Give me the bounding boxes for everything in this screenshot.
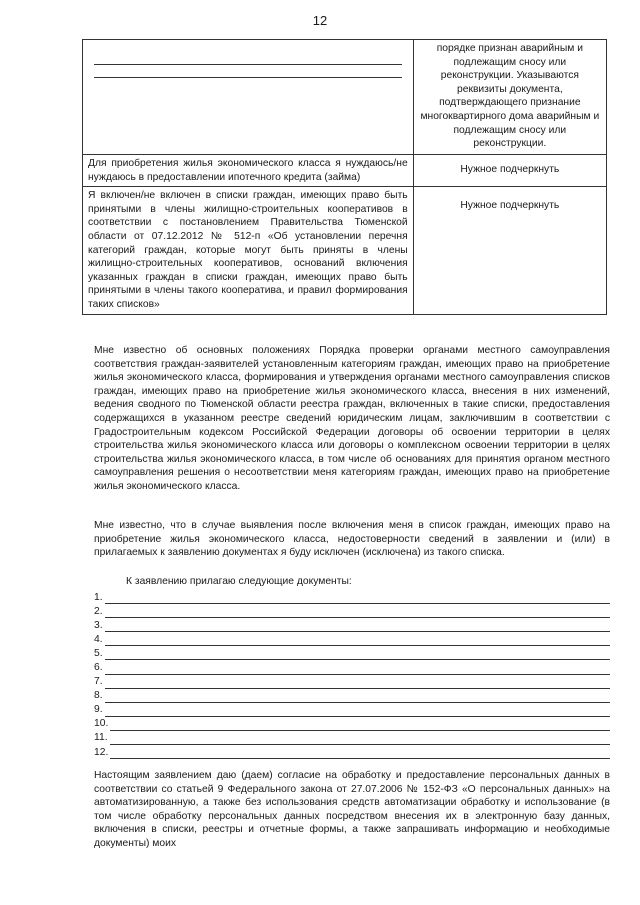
list-item[interactable]: 4.: [94, 632, 610, 646]
list-item[interactable]: 8.: [94, 689, 610, 703]
table-row: [83, 155, 607, 187]
paragraph-consent: Настоящим заявлением даю (даем) согласие на обработку и предоставление персональных данных в соответствии со статьей 9 Федерального закона от 27.07.2006 № 152-ФЗ «О персональных данных» на автоматизированную, а также без использования средств автоматизации обработку и использование (в том числе обработку персональных данных посредством внесения их в электронную базу данных, включения в списки, реестры и отчетные формы, а также запрашивать информацию и необходимые документы) моих: [94, 770, 610, 849]
blank-line[interactable]: [105, 678, 610, 689]
table-cell-note: порядке признан аварийным и подлежащим сносу или реконструкции. Указываются реквизиты документа, подтверждающего признание многоквартирного дома аварийным и подлежащим сносу или реконструкции.: [413, 40, 606, 155]
blank-line[interactable]: [110, 734, 610, 745]
list-item[interactable]: 11.: [94, 731, 610, 745]
list-item[interactable]: 7.: [94, 675, 610, 689]
paragraph-exclusion: Мне известно, что в случае выявления после включения меня в список граждан, имеющих право на приобретение жилья экономического класса, недостоверности сведений в заявлении и (или) в прилагаемых к заявлению документах я буду исключен (исключена) из такого списка.: [94, 520, 610, 559]
blank-line[interactable]: [94, 65, 402, 78]
blank-line[interactable]: [110, 748, 610, 759]
list-item[interactable]: 2.: [94, 604, 610, 618]
table-cell-instruction: Нужное подчеркнуть: [413, 187, 606, 314]
table-cell-mortgage-text: Для приобретения жилья экономического класса я нуждаюсь/не нуждаюсь в предоставлении ипотечного кредита (займа): [83, 155, 414, 187]
table-cell-instruction: Нужное подчеркнуть: [413, 155, 606, 187]
table-row: [83, 40, 607, 155]
list-item[interactable]: 1.: [94, 590, 610, 604]
list-item[interactable]: 10.: [94, 717, 610, 731]
blank-lines-cell[interactable]: [83, 40, 414, 155]
list-item[interactable]: 12.: [94, 745, 610, 759]
attachments-title: К заявлению прилагаю следующие документы:: [126, 576, 352, 587]
blank-line[interactable]: [105, 621, 610, 632]
blank-line[interactable]: [105, 593, 610, 604]
list-item[interactable]: 3.: [94, 618, 610, 632]
attachments-list: [94, 590, 610, 759]
application-table: [82, 39, 607, 315]
blank-line[interactable]: [105, 607, 610, 618]
blank-line[interactable]: [94, 52, 402, 65]
paragraph-procedure: Мне известно об основных положениях Порядка проверки органами местного самоуправления соответствия граждан-заявителей установленным категориям граждан, имеющих право на приобретение жилья экономического класса, формирования и утверждения органами местного самоуправления списков граждан, имеющих право на приобретение жилья экономического класса, внесения в них изменений, ведения сводного по Тюменской области реестра граждан, включенных в такие списки, предоставления содержащихся в указанном реестре сведений юридическим лицам, заключившим в соответствии с Градостроительным кодексом Российской Федерации договоры об освоении территории в целях строительства жилья экономического класса или договоры о комплексном освоении территории в целях строительства жилья экономического класса, в том числе об основаниях для принятия органом местного самоуправления решения о несоответствии меня категориям граждан, имеющих право на приобретение жилья экономического класса.: [94, 345, 610, 492]
blank-line[interactable]: [105, 692, 610, 703]
table-row: [83, 187, 607, 314]
blank-line[interactable]: [110, 720, 610, 731]
page-number: 12: [312, 13, 328, 28]
list-item[interactable]: 6.: [94, 660, 610, 674]
blank-line[interactable]: [105, 635, 610, 646]
blank-line[interactable]: [105, 649, 610, 660]
list-item[interactable]: 9.: [94, 703, 610, 717]
blank-line[interactable]: [105, 664, 610, 675]
list-item[interactable]: 5.: [94, 646, 610, 660]
blank-line[interactable]: [105, 706, 610, 717]
table-cell-cooperative-text: Я включен/не включен в списки граждан, имеющих право быть принятыми в члены жилищно-строительных кооперативов в соответствии с постановлением Правительства Тюменской области от 07.12.2012 № 512-п «Об установлении перечня категорий граждан, которые могут быть приняты в члены жилищно-строительных кооперативов, оснований включения указанных граждан в списки граждан, имеющих право быть принятыми в члены такого кооператива, и правил формирования таких списков»: [83, 187, 414, 314]
